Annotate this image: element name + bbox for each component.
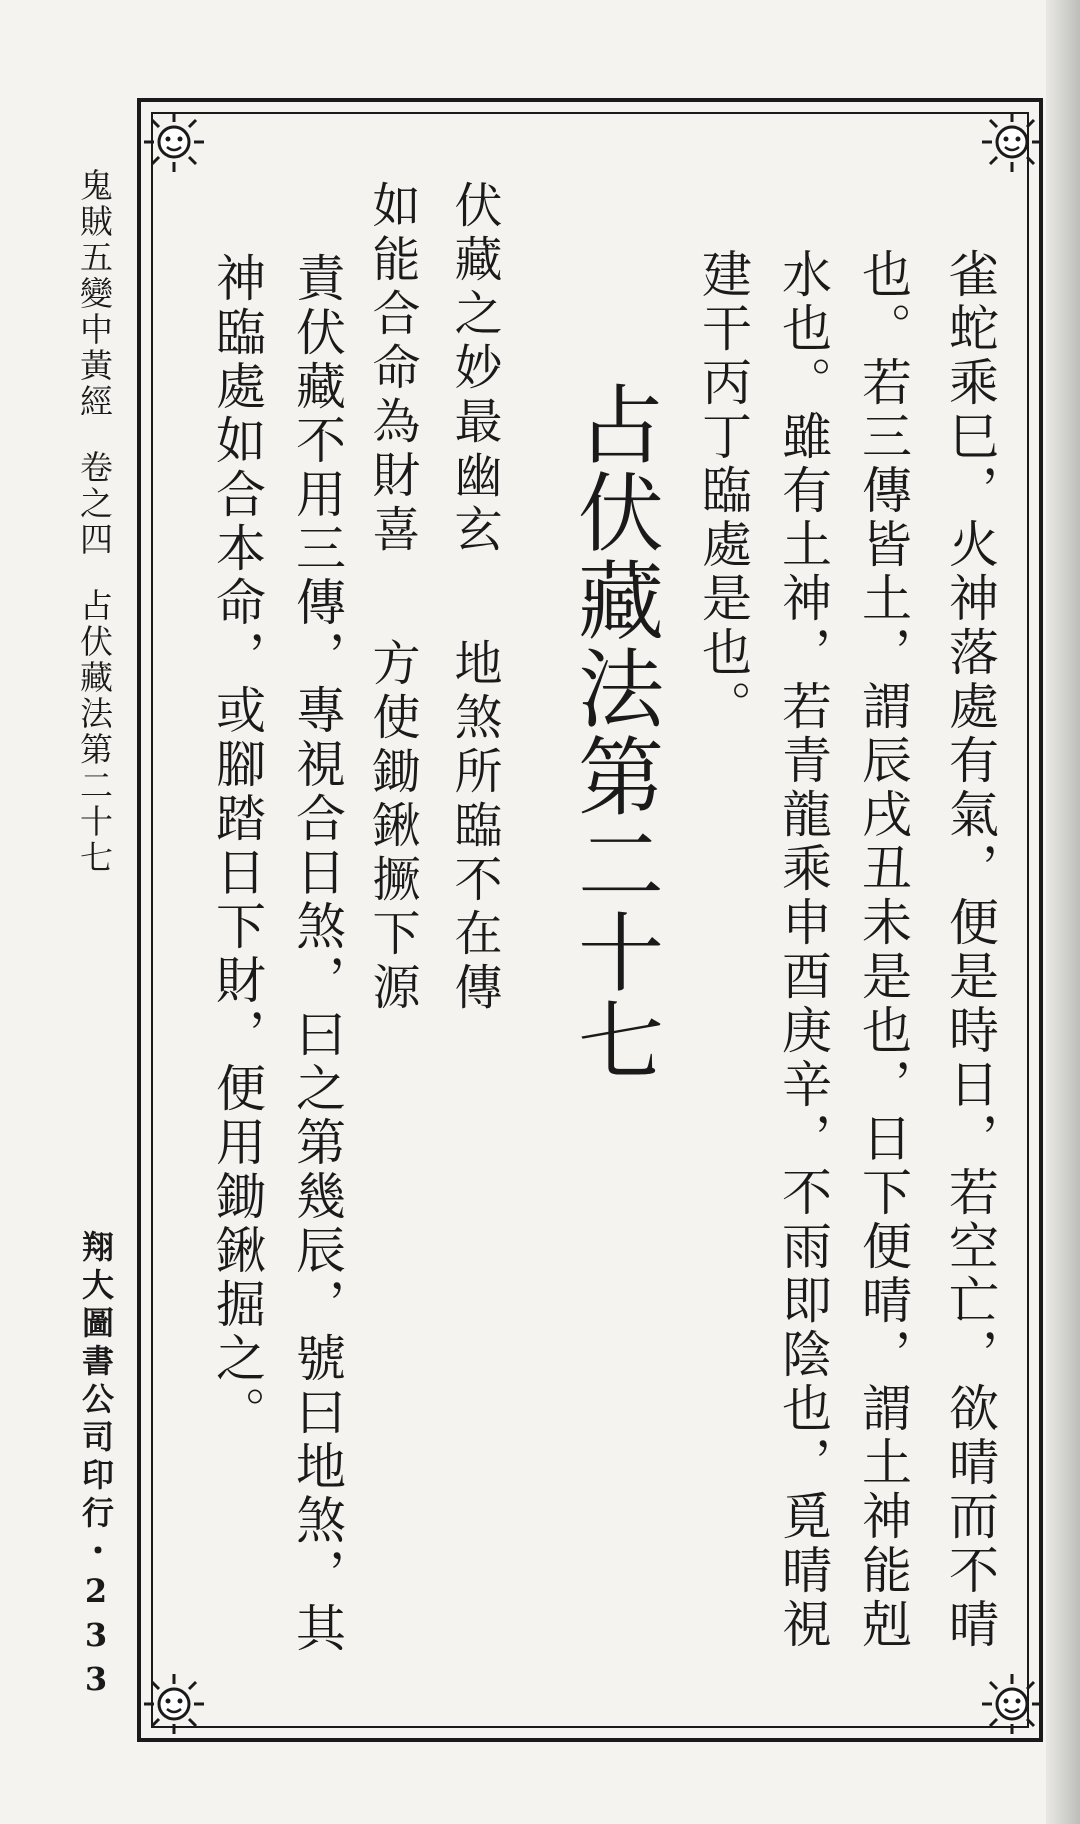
commentary-line: 神臨處如合本命，或腳踏日下財，便用鋤鍬掘之。 [208, 252, 266, 1440]
verse-first-half: 伏藏之妙最幽玄 [446, 180, 502, 558]
sun-ornament-icon [980, 110, 1044, 174]
section-title: 占伏藏法第二十七 [563, 380, 663, 1084]
verse-line [446, 180, 502, 1016]
running-head [75, 168, 114, 876]
page-edge-shadow [1046, 0, 1080, 1824]
publisher-imprint: 翔大圖書公司印行・ [77, 1230, 115, 1572]
paragraph-line: 建干丙丁臨處是也。 [694, 248, 752, 734]
sun-ornament-icon [142, 1672, 206, 1736]
page-footer [77, 1230, 115, 1704]
commentary-line: 責伏藏不用三傳，專視合日煞，曰之第幾辰，號曰地煞，其 [288, 252, 346, 1656]
chapter-label: 占伏藏法第二十七 [75, 588, 114, 876]
verse-second-half: 地煞所臨不在傳 [446, 638, 502, 1016]
page-number: 233 [77, 1572, 115, 1704]
verse-second-half: 方使鋤鍬撅下源 [364, 638, 420, 1016]
paragraph-line: 雀蛇乘巳，火神落處有氣，便是時日，若空亡，欲晴而不晴 [941, 248, 999, 1652]
volume-label: 卷之四 [75, 450, 114, 558]
paragraph-line: 也。若三傳皆土，謂辰戌丑未是也，日下便晴，謂土神能剋 [854, 248, 912, 1652]
sun-ornament-icon [142, 110, 206, 174]
verse-first-half: 如能合命為財喜 [364, 180, 420, 558]
verse-line [364, 180, 420, 1016]
book-title: 鬼賊五變中黃經 [75, 168, 114, 420]
sun-ornament-icon [980, 1672, 1044, 1736]
paragraph-line: 水也。雖有土神，若青龍乘申酉庚辛，不雨即陰也，覓晴視 [774, 248, 832, 1652]
